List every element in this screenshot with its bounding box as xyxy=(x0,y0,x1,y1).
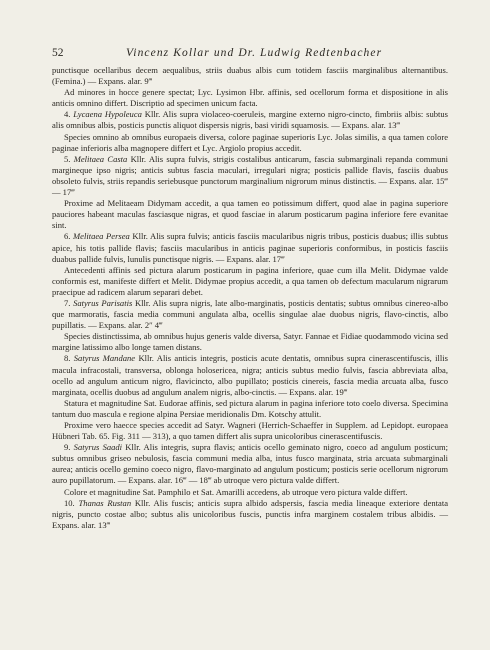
paragraph-text: Species omnino ab omnibus europaeis diversa, colore paginae superioris Lyc. Jolas similis, a qua tamen colore paginae inferioris alba magnopere differt et Lyc. Argiolo propius accedit. xyxy=(52,131,448,153)
species-name: Melitaea Persea xyxy=(73,231,130,242)
paragraph-text: Kllr. Alis anticis integris, posticis acute dentatis, omnibus supra cinerascentifuscis, illis macula infracostali, transversa, oblonga holosericea, nigra; anticis subtus medio fulvis, fascia abbreviata alba, ocello ad angulum anticum nigro, flavicincto, albo pupillato; posticis cinereis, fascia media arcuata alba, fusco marginata, ocellis duobus ad angulum analem nigris, albo-cinctis. — Expans. alar. 19‴ xyxy=(52,353,448,397)
species-entry xyxy=(52,498,448,531)
body-paragraph xyxy=(52,132,448,154)
paragraph-text: Ad minores in hocce genere spectat; Lyc. Lysimon Hbr. affinis, sed ocellorum forma et dispositione in alis anticis omnino differt. Discriptio ad specimen unicum facta. xyxy=(52,87,448,109)
species-name: Satyrus Mandane xyxy=(73,353,136,364)
body-paragraph xyxy=(52,65,448,87)
paragraph-text: Antecedenti affinis sed pictura alarum posticarum in pagina inferiore, quae cum illa Melit. Didymae valde conformis est, manifeste differt et Melit. Didymae propius accedit, a qua tamen ob defectum macularum nigrarum praecipue ad radicem alarum separari debet. xyxy=(52,264,448,297)
paragraph-text: Proxime vero haecce species accedit ad Satyr. Wagneri (Herrich-Schaeffer in Supplem. ad Lepidopt. europaea Hübneri Tab. 65. Fig. 311 — 313), a quo tamen differt alis supra unicoloribus cinerascentifuscis. xyxy=(52,420,448,442)
body-paragraph xyxy=(52,487,448,498)
body-text xyxy=(52,65,448,531)
entry-number: 6. xyxy=(64,231,74,242)
page-number: 52 xyxy=(52,47,64,59)
species-name: Melitaea Casta xyxy=(73,153,128,164)
species-entry xyxy=(52,154,448,198)
paragraph-text: Kllr. Alis supra violaceo-coeruleis, margine externo nigro-cincto, fimbriis albis: subtus alis omnibus albis, posticis punctis aliquot dispersis nigris, basi viridi squamosis. — Expans. alar. 13‴ xyxy=(52,109,449,131)
species-name: Satyrus Saadi xyxy=(73,442,123,453)
body-paragraph xyxy=(52,265,448,298)
entry-number: 10. xyxy=(64,497,79,508)
species-entry xyxy=(52,442,448,486)
body-paragraph xyxy=(52,331,448,353)
entry-number: 5. xyxy=(64,153,74,164)
entry-number: 7. xyxy=(64,297,74,308)
paragraph-text: Kllr. Alis fuscis; anticis supra albido adspersis, fascia media lineaque exteriore dentata nigris, puncto costae albo; subtus alis unicoloribus fuscis, punctis infra marginem costalem tribus albidis. — Expans. alar. 13‴ xyxy=(52,497,448,530)
paragraph-text: Kllr. Alis supra fulvis; anticis fasciis macularibus nigris tribus, posticis duabus; illis subtus apice, his totis pallide flavis; fasciis macularibus in anticis paginae superioris conformibus, in posticis fasciis duabus pallide fulvis, lunulis punctisque nigris. — Expans. alar. 17‴ xyxy=(52,231,448,264)
paragraph-text: Kllr. Alis supra nigris, late albo-marginatis, posticis dentatis; subtus omnibus cinereo-albo que marmoratis, fascia media communi angulata alba, ocellis singulae alae duobus nigris, flavo-cinctis, albo pupillatis. — Expans. alar. 2″ 4‴ xyxy=(52,297,448,331)
paragraph-text: Kllr. Alis integris, supra flavis; anticis ocello geminato nigro, coeco ad angulum posticum; subtus omnibus griseo nebulosis, fascia communi media alba, intus fusco marginata, stria arcuata submarginali aurea; anticis ocello gemino coeco nigro, flavo-marginato ad angulum posticum; posticis serie ocellorum nigrorum auro pupillatorum. — Expans. alar. 16‴ — 18‴ ab utroque vero pictura valde differt. xyxy=(52,442,449,486)
page-header xyxy=(52,46,448,60)
paragraph-text: Kllr. Alis supra fulvis, strigis costalibus anticarum, fascia submarginali repanda communi margineque ipso nigris; anticis subtus fascia maculari, irregulari nigra; posticis pallide flavis, fasciis duabus obsoleto fulvis, striis repandis seriebusque punctorum marginalium nigrorum minus distinctis. — Expans. alar. 15‴ — 17‴ xyxy=(52,153,448,198)
paragraph-text: Colore et magnitudine Sat. Pamphilo et Sat. Amarilli accedens, ab utroque vero pictura valde differt. xyxy=(64,486,408,497)
entry-number: 4. xyxy=(64,109,74,120)
paragraph-text: Proxime ad Melitaeam Didymam accedit, a qua tamen eo potissimum differt, quod alae in pagina superiore pauciores habeant maculas fasciasque nigras, et quod fasciae in alarum posticarum pagina inferiore fere evanitae sint. xyxy=(52,198,448,231)
body-paragraph xyxy=(52,398,448,420)
species-entry xyxy=(52,353,448,397)
running-title: Vincenz Kollar und Dr. Ludwig Redtenbacher xyxy=(126,47,383,59)
body-paragraph xyxy=(52,420,448,442)
species-name: Satyrus Parisatis xyxy=(73,297,133,308)
species-entry xyxy=(52,109,448,131)
body-paragraph xyxy=(52,87,448,109)
paragraph-text: Statura et magnitudine Sat. Eudorae affinis, sed pictura alarum in pagina inferiore toto coelo diversa. Specimina tantum duo mascula e regione alpina Persiae meridionalis Dm. Kotschy attulit. xyxy=(52,397,448,419)
species-entry xyxy=(52,298,448,331)
species-name: Lycaena Hypoleuca xyxy=(73,109,142,120)
paragraph-text: punctisque ocellaribus decem aequalibus, striis duabus albis cum totidem fasciis marginalibus alternantibus. (Femina.) — Expans. alar. 9‴ xyxy=(52,65,448,87)
body-paragraph xyxy=(52,198,448,231)
species-entry xyxy=(52,231,448,264)
paragraph-text: Species distinctissima, ab omnibus hujus generis valde diversa, Satyr. Fannae et Fidiae quodammodo vicina sed margine latissimo albo longe tamen distans. xyxy=(52,331,448,353)
entry-number: 9. xyxy=(64,442,74,453)
entry-number: 8. xyxy=(64,353,74,364)
species-name: Thanas Rustan xyxy=(78,497,132,508)
